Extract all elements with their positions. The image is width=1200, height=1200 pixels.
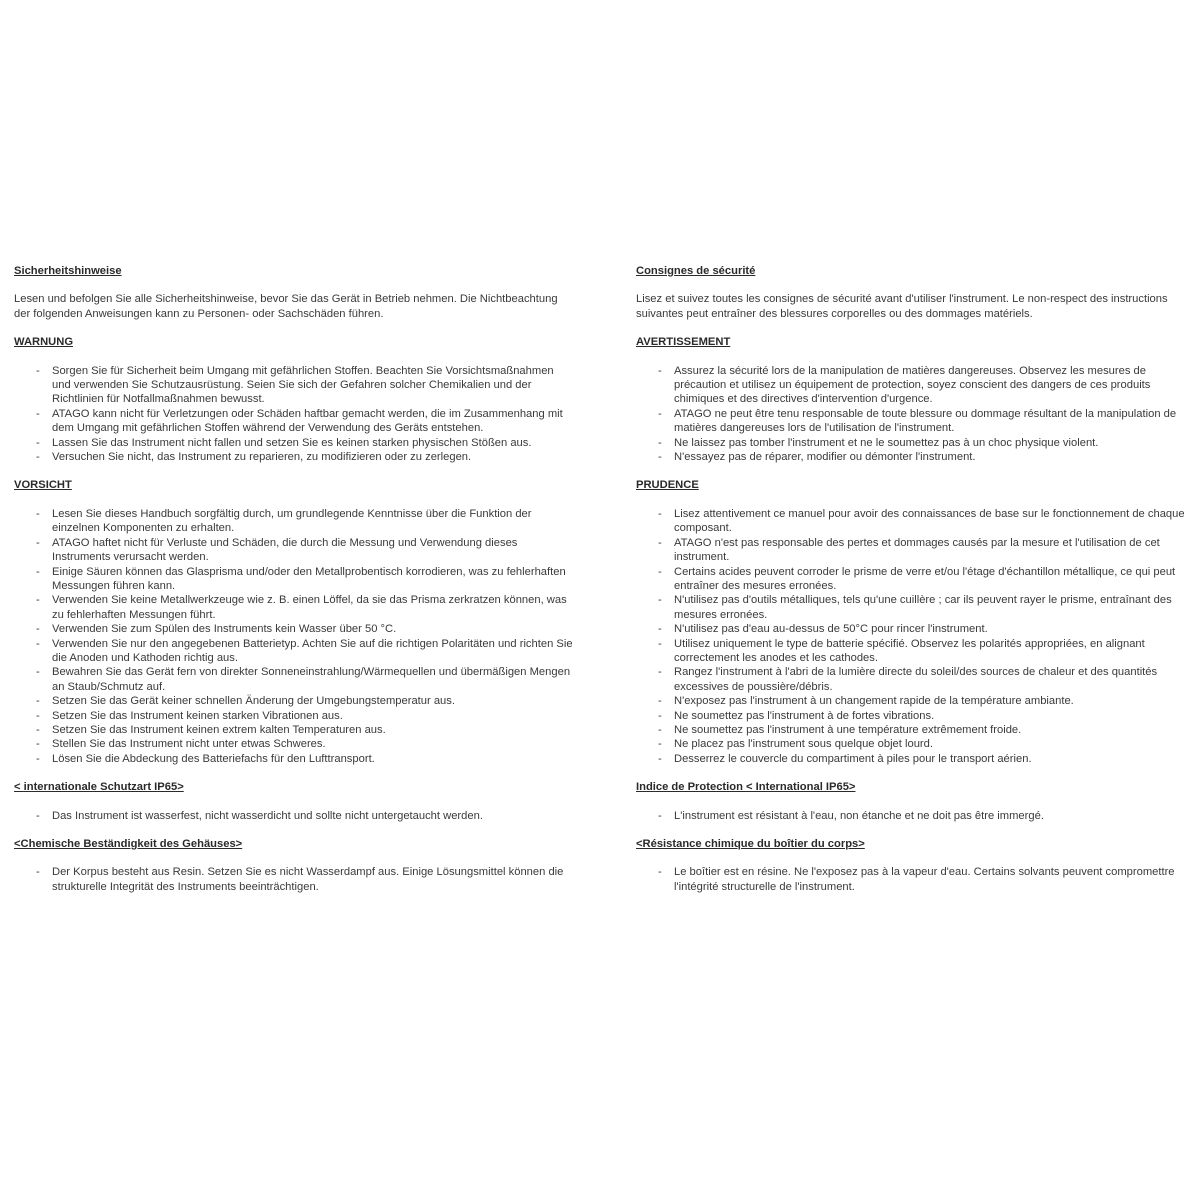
dash-bullet-icon: - <box>658 623 662 636</box>
list-item <box>14 752 574 766</box>
dash-bullet-icon: - <box>36 809 40 822</box>
chemical-resistance-heading: <Résistance chimique du boîtier du corps> <box>636 838 865 850</box>
chemical-resistance-list <box>636 865 1188 894</box>
list-item <box>636 565 1188 594</box>
dash-bullet-icon: - <box>658 738 662 751</box>
list-item <box>636 737 1188 751</box>
list-item <box>636 622 1188 636</box>
list-item <box>14 407 574 436</box>
list-item <box>14 709 574 723</box>
dash-bullet-icon: - <box>658 565 662 578</box>
list-item-text: N'essayez pas de réparer, modifier ou démonter l'instrument. <box>674 451 976 464</box>
list-item-text: Utilisez uniquement le type de batterie spécifié. Observez les polarités appropriées, en alignant correctement les anodes et les cathodes. <box>674 637 1145 664</box>
dash-bullet-icon: - <box>658 364 662 377</box>
list-item-text: L'instrument est résistant à l'eau, non étanche et ne doit pas être immergé. <box>674 809 1044 822</box>
list-item-text: Bewahren Sie das Gerät fern von direkter Sonneneinstrahlung/Wärmequellen und übermäßigen Mengen an Staub/Schmutz auf. <box>52 666 571 693</box>
list-item-text: Verwenden Sie keine Metallwerkzeuge wie z. B. einen Löffel, da sie das Prisma zerkratzen können, was zu fehlerhaften Messungen führt. <box>52 594 567 621</box>
dash-bullet-icon: - <box>658 866 662 879</box>
warning-heading: AVERTISSEMENT <box>636 336 731 349</box>
ip-rating-list <box>14 809 574 823</box>
list-item <box>14 723 574 737</box>
list-item <box>636 450 1188 464</box>
dash-bullet-icon: - <box>658 536 662 549</box>
list-item-text: Stellen Sie das Instrument nicht unter etwas Schweres. <box>52 738 326 751</box>
ip-rating-heading: Indice de Protection < International IP65> <box>636 781 856 794</box>
dash-bullet-icon: - <box>36 507 40 520</box>
caution-heading: PRUDENCE <box>636 479 699 492</box>
list-item-text: Ne soumettez pas l'instrument à une température extrêmement froide. <box>674 723 1022 736</box>
dash-bullet-icon: - <box>658 666 662 679</box>
list-item <box>14 436 574 450</box>
list-item-text: Desserrez le couvercle du compartiment à piles pour le transport aérien. <box>674 752 1032 765</box>
list-item-text: Lesen Sie dieses Handbuch sorgfältig durch, um grundlegende Kenntnisse über die Funktion der einzelnen Komponenten zu erhalten. <box>52 507 532 535</box>
dash-bullet-icon: - <box>36 637 40 650</box>
list-item <box>14 536 574 565</box>
list-item <box>636 752 1188 766</box>
french-column <box>636 264 1188 908</box>
dash-bullet-icon: - <box>36 436 40 449</box>
dash-bullet-icon: - <box>658 723 662 736</box>
list-item-text: Setzen Sie das Instrument keinen extrem kalten Temperaturen aus. <box>52 723 386 736</box>
list-item-text: Verwenden Sie nur den angegebenen Batterietyp. Achten Sie auf die richtigen Polaritäten und richten Sie die Anoden und Kathoden richtig aus. <box>52 637 573 664</box>
ip-rating-heading: < internationale Schutzart IP65> <box>14 781 184 794</box>
ip-rating-list <box>636 809 1188 823</box>
dash-bullet-icon: - <box>658 809 662 822</box>
dash-bullet-icon: - <box>36 723 40 736</box>
chemical-resistance-list <box>14 865 574 894</box>
list-item <box>14 507 574 536</box>
list-item-text: Ne placez pas l'instrument sous quelque objet lourd. <box>674 738 933 751</box>
list-item <box>14 565 574 594</box>
list-item <box>14 865 574 894</box>
list-item <box>14 809 574 823</box>
dash-bullet-icon: - <box>36 536 40 549</box>
list-item <box>636 507 1188 536</box>
list-item <box>636 865 1188 894</box>
section-title: Sicherheitshinweise <box>14 265 122 277</box>
dash-bullet-icon: - <box>36 407 40 420</box>
list-item <box>636 723 1188 737</box>
intro-paragraph: Lesen und befolgen Sie alle Sicherheitshinweise, bevor Sie das Gerät in Betrieb nehmen. Die Nichtbeachtung der folgenden Anweisungen kann zu Personen- oder Sachschäden führen. <box>14 293 558 320</box>
list-item-text: Certains acides peuvent corroder le prisme de verre et/ou l'étage d'échantillon métallique, ce qui peut entraîner des mesures erronées. <box>674 565 1176 592</box>
list-item <box>636 809 1188 823</box>
dash-bullet-icon: - <box>658 709 662 722</box>
list-item-text: Einige Säuren können das Glasprisma und/oder den Metallprobentisch korrodieren, was zu fehlerhaften Messungen führen kann. <box>52 565 566 592</box>
dash-bullet-icon: - <box>658 451 662 464</box>
dash-bullet-icon: - <box>36 866 40 879</box>
dash-bullet-icon: - <box>36 695 40 708</box>
list-item <box>636 407 1188 436</box>
chemical-resistance-heading: <Chemische Beständigkeit des Gehäuses> <box>14 838 243 850</box>
list-item-text: N'exposez pas l'instrument à un changement rapide de la température ambiante. <box>674 695 1074 708</box>
list-item <box>14 450 574 464</box>
dash-bullet-icon: - <box>658 407 662 420</box>
list-item <box>14 665 574 694</box>
dash-bullet-icon: - <box>36 666 40 679</box>
list-item-text: N'utilisez pas d'eau au-dessus de 50°C pour rincer l'instrument. <box>674 623 988 636</box>
list-item-text: Le boîtier est en résine. Ne l'exposez pas à la vapeur d'eau. Certains solvants peuvent compromettre l'intégrité structurelle de l'instrument. <box>674 866 1175 893</box>
list-item <box>636 536 1188 565</box>
list-item <box>636 694 1188 708</box>
list-item <box>14 593 574 622</box>
section-title: Consignes de sécurité <box>636 265 756 277</box>
list-item-text: Lassen Sie das Instrument nicht fallen und setzen Sie es keinen starken physischen Stößen aus. <box>52 436 532 449</box>
german-column <box>14 264 574 908</box>
list-item <box>636 665 1188 694</box>
list-item-text: Lisez attentivement ce manuel pour avoir des connaissances de base sur le fonctionnement de chaque composant. <box>674 507 1185 535</box>
dash-bullet-icon: - <box>36 364 40 377</box>
dash-bullet-icon: - <box>36 594 40 607</box>
list-item-text: Verwenden Sie zum Spülen des Instruments kein Wasser über 50 °C. <box>52 623 397 636</box>
list-item <box>14 364 574 407</box>
list-item-text: ATAGO n'est pas responsable des pertes et dommages causés par la mesure et l'utilisation de cet instrument. <box>674 536 1160 564</box>
dash-bullet-icon: - <box>658 507 662 520</box>
dash-bullet-icon: - <box>658 436 662 449</box>
list-item-text: Das Instrument ist wasserfest, nicht wasserdicht und sollte nicht untergetaucht werden. <box>52 809 483 822</box>
warning-list <box>14 364 574 465</box>
dash-bullet-icon: - <box>36 565 40 578</box>
list-item-text: N'utilisez pas d'outils métalliques, tels qu'une cuillère ; car ils peuvent rayer le prisme, entraînant des mesures erronées. <box>674 594 1172 621</box>
list-item <box>14 622 574 636</box>
list-item-text: Ne laissez pas tomber l'instrument et ne le soumettez pas à un choc physique violent. <box>674 436 1099 449</box>
dash-bullet-icon: - <box>36 451 40 464</box>
list-item-text: Setzen Sie das Instrument keinen starken Vibrationen aus. <box>52 709 343 722</box>
dash-bullet-icon: - <box>36 738 40 751</box>
warning-list <box>636 364 1188 465</box>
list-item-text: Versuchen Sie nicht, das Instrument zu reparieren, zu modifizieren oder zu zerlegen. <box>52 451 472 464</box>
list-item-text: Ne soumettez pas l'instrument à de fortes vibrations. <box>674 709 935 722</box>
dash-bullet-icon: - <box>36 752 40 765</box>
list-item <box>14 637 574 666</box>
dash-bullet-icon: - <box>36 623 40 636</box>
list-item-text: ATAGO haftet nicht für Verluste und Schäden, die durch die Messung und Verwendung dieses Instruments verursacht werden. <box>52 536 518 564</box>
list-item-text: Setzen Sie das Gerät keiner schnellen Änderung der Umgebungstemperatur aus. <box>52 695 455 708</box>
list-item-text: Der Korpus besteht aus Resin. Setzen Sie es nicht Wasserdampf aus. Einige Lösungsmittel können die strukturelle Integrität des Instruments beeinträchtigen. <box>52 866 564 893</box>
list-item <box>636 709 1188 723</box>
list-item <box>636 593 1188 622</box>
caution-heading: VORSICHT <box>14 479 72 492</box>
dash-bullet-icon: - <box>658 752 662 765</box>
dash-bullet-icon: - <box>658 695 662 708</box>
list-item <box>14 694 574 708</box>
list-item <box>636 436 1188 450</box>
warning-heading: WARNUNG <box>14 336 74 349</box>
list-item <box>14 737 574 751</box>
dash-bullet-icon: - <box>36 709 40 722</box>
list-item-text: ATAGO ne peut être tenu responsable de toute blessure ou dommage résultant de la manipulation de matières dangereuses lors de l'utilisation de l'instrument. <box>674 407 1177 435</box>
dash-bullet-icon: - <box>658 637 662 650</box>
list-item-text: ATAGO kann nicht für Verletzungen oder Schäden haftbar gemacht werden, die im Zusammenhang mit dem Umgang mit gefährlichen Stoffen während der Verwendung des Geräts entstehen. <box>52 407 563 435</box>
list-item-text: Rangez l'instrument à l'abri de la lumière directe du soleil/des sources de chaleur et des quantités excessives de poussière/débris. <box>674 666 1158 693</box>
list-item <box>636 364 1188 407</box>
caution-list <box>636 507 1188 766</box>
list-item-text: Assurez la sécurité lors de la manipulation de matières dangereuses. Observez les mesures de précaution et utilisez un équipement de protection, soyez conscient des dangers de ces produits chimiques et des directives d'intervention d'urgence. <box>674 364 1151 406</box>
caution-list <box>14 507 574 766</box>
intro-paragraph: Lisez et suivez toutes les consignes de sécurité avant d'utiliser l'instrument. Le non-respect des instructions suivantes peut entraîner des blessures corporelles ou des dommages matériels. <box>636 293 1168 320</box>
dash-bullet-icon: - <box>658 594 662 607</box>
list-item <box>636 637 1188 666</box>
list-item-text: Sorgen Sie für Sicherheit beim Umgang mit gefährlichen Stoffen. Beachten Sie Vorsichtsmaßnahmen und verwenden Sie Schutzausrüstung. Seien Sie sich der Gefahren solcher Chemikalien und der Richtlinien für Notfallmaßnahmen bewusst. <box>52 364 554 406</box>
list-item-text: Lösen Sie die Abdeckung des Batteriefachs für den Lufttransport. <box>52 752 375 765</box>
